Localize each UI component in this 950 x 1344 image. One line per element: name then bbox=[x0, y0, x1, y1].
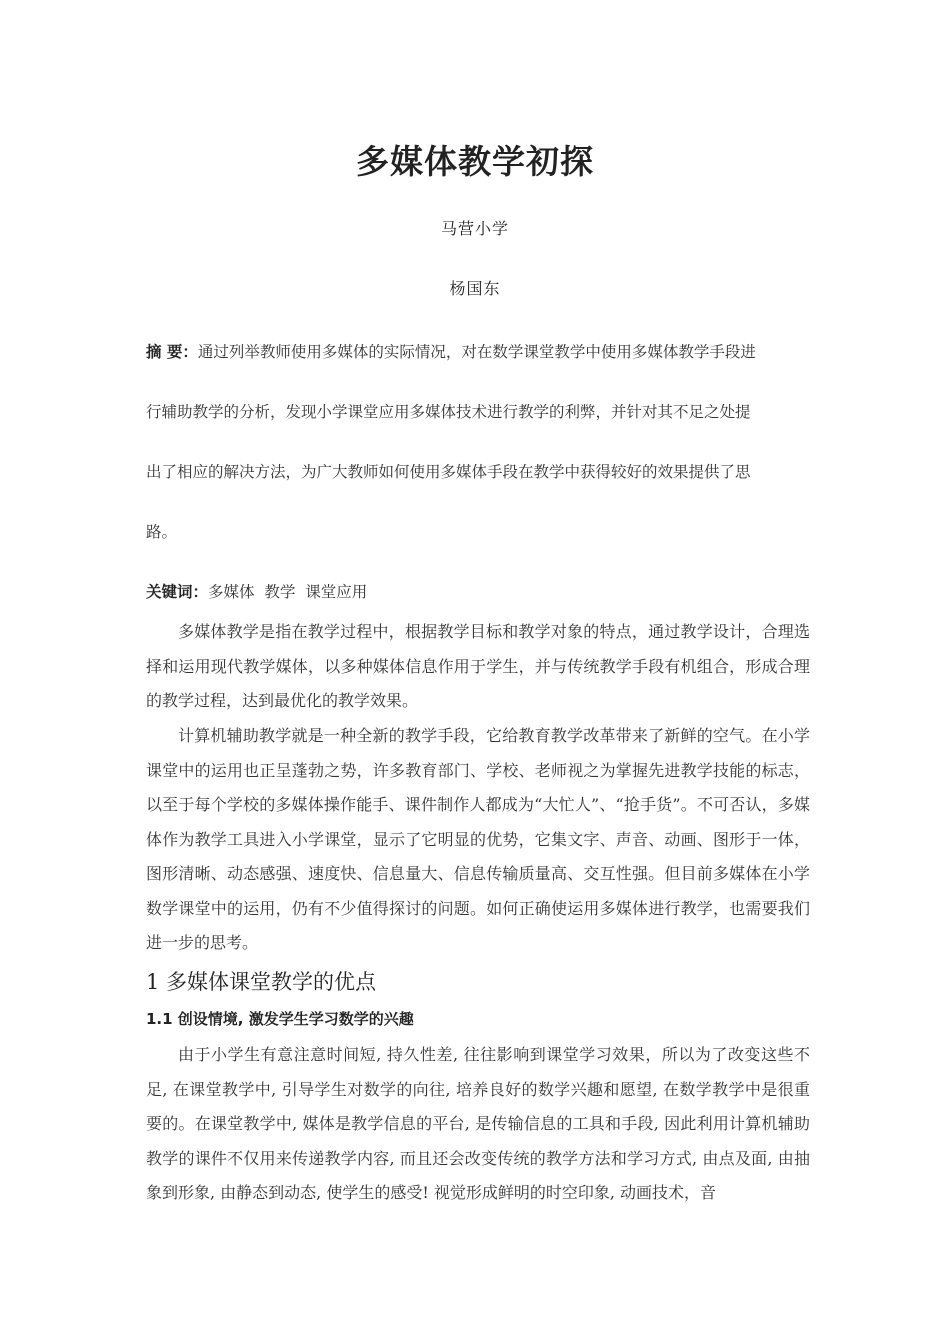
abstract-line-4: 路。 bbox=[146, 523, 178, 541]
subsection-heading: 1.1 创设情境, 激发学生学习数学的兴趣 bbox=[146, 1010, 414, 1028]
abstract-text: 通过列举教师使用多媒体的实际情况，对在数学课堂教学中使用多媒体教学手段进 bbox=[197, 343, 756, 361]
keywords-text: 多媒体 教学 课堂应用 bbox=[208, 583, 368, 601]
body-paragraph-1: 多媒体教学是指在教学过程中，根据教学目标和教学对象的特点，通过教学设计，合理选择和运用现代教学媒体，以多种媒体信息作用于学生，并与传统教学手段有机组合，形成合理的教学过程，达到最优化的教学效果。 bbox=[146, 622, 810, 710]
abstract-line-1 bbox=[146, 340, 810, 362]
abstract-label: 摘 要： bbox=[146, 343, 198, 361]
abstract-line-3: 出了相应的解决方法，为广大教师如何使用多媒体手段在教学中获得较好的效果提供了思 bbox=[146, 463, 751, 481]
section-paragraph: 由于小学生有意注意时间短, 持久性差, 往往影响到课堂学习效果，所以为了改变这些不足, 在课堂教学中, 引导学生对数学的向往, 培养良好的数学兴趣和愿望, 在数学教学中是很重要的。在课堂教学中, 媒体是教学信息的平台, 是传输信息的工具和手段, 因此利用计算机辅助教学的课件不仅用来传递教学内容, 而且还会改变传统的教学方法和学习方式, 由点及面, 由抽象到形象, 由静态到动态, 使学生的感受! 视觉形成鲜明的时空印象, 动画技术，音 bbox=[146, 1045, 810, 1202]
abstract-line-2: 行辅助教学的分析，发现小学课堂应用多媒体技术进行教学的利弊，并针对其不足之处提 bbox=[146, 403, 751, 421]
keywords-line bbox=[146, 580, 367, 602]
keywords-label: 关键词： bbox=[146, 583, 209, 601]
body-paragraph-2: 计算机辅助教学就是一种全新的教学手段，它给教育教学改革带来了新鲜的空气。在小学课堂中的运用也正呈蓬勃之势，许多教育部门、学校、老师视之为掌握先进教学技能的标志，以至于每个学校的多媒体操作能手、课件制作人都成为“大忙人”、“抢手货”。不可否认，多媒体作为教学工具进入小学课堂，显示了它明显的优势，它集文字、声音、动画、图形于一体，图形清晰、动态感强、速度快、信息量大、信息传输质量高、交互性强。但目前多媒体在小学数学课堂中的运用，仍有不少值得探讨的问题。如何正确使运用多媒体进行教学，也需要我们进一步的思考。 bbox=[146, 726, 810, 952]
section-heading: 1 多媒体课堂教学的优点 bbox=[146, 970, 377, 994]
school-name: 马营小学 bbox=[440, 219, 509, 238]
document-title: 多媒体教学初探 bbox=[356, 142, 594, 181]
author-name: 杨国东 bbox=[449, 279, 501, 298]
